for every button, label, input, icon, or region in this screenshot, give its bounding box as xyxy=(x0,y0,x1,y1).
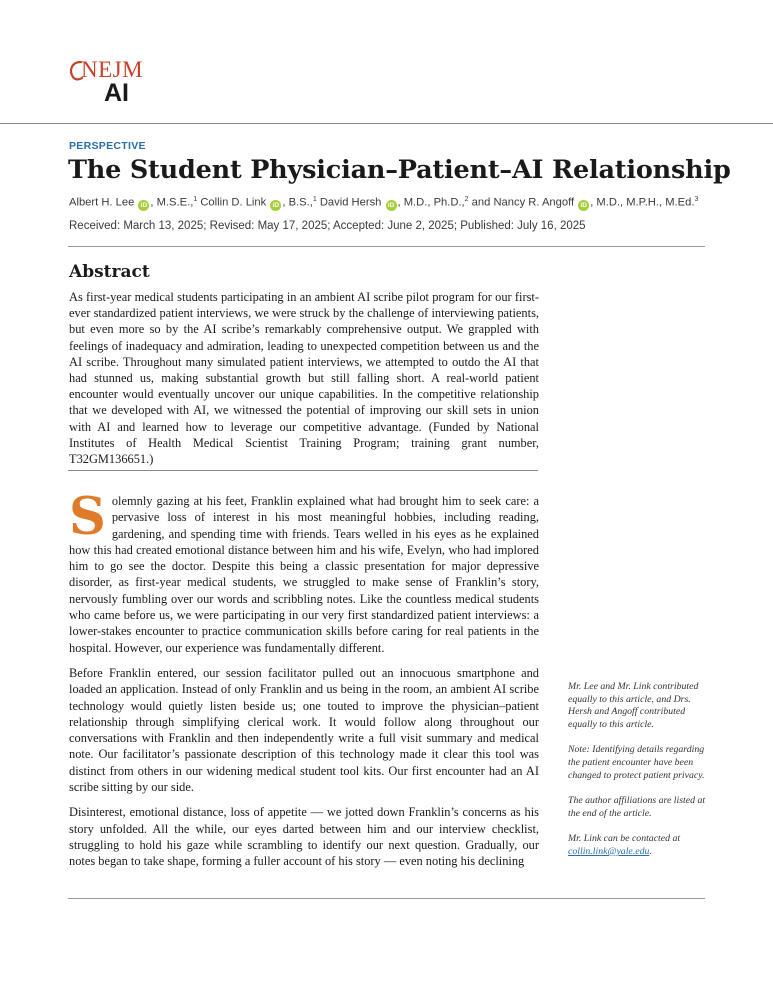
orcid-icon[interactable]: iD xyxy=(578,200,589,211)
abstract-text: As first-year medical students participating in an ambient AI scribe pilot program for our first-ever standardized patient interviews, we were struck by the challenge of interviewing patients, but even more so by the AI scribe’s remarkably comprehensive output. We grappled with feelings of inadequacy and admiration, leading to unexpected competition between us and the AI scribe. Throughout many simulated patient interviews, we attempted to outdo the AI that had stunned us, making substantial growth but still falling short. A real-world patient encounter would eventually uncover our unique capabilities. In the competitive relationship that we developed with AI, we witnessed the potential of improving our skill sets in union with AI and learned how to leverage our competitive advantage. (Funded by National Institutes of Health Medical Scientist Training Program; training grant number, T32GM136651.) xyxy=(69,290,539,467)
journal-logo[interactable] xyxy=(68,58,143,106)
affiliation-note: The author affiliations are listed at the end of the article. xyxy=(568,795,706,819)
author-list xyxy=(69,196,698,211)
orcid-icon[interactable]: iD xyxy=(386,200,397,211)
privacy-note: Note: Identifying details regarding the patient encounter have been changed to protect patient privacy. xyxy=(568,744,705,781)
orcid-icon[interactable]: iD xyxy=(270,200,281,211)
body-paragraph: Before Franklin entered, our session facilitator pulled out an innocuous smartphone and loaded an application. Instead of only Franklin and us being in the room, an ambient AI scribe technology would quietly listen beside us; one touted to improve the physician–patient relationship through simplifying clerical work. It would follow along throughout our conversations with Franklin and then independently write a full visit summary and medical note. Our facilitator’s passionate description of this technology made it clear this tool was distinct from others in our widening medical student tool kits. Our first encounter had an AI scribe sitting by our side. xyxy=(69,665,539,795)
section-label: PERSPECTIVE xyxy=(69,140,146,152)
footer-divider xyxy=(68,898,705,899)
article-title: The Student Physician–Patient–AI Relationship xyxy=(68,155,731,185)
contact-note xyxy=(568,833,708,858)
drop-cap: S xyxy=(69,487,106,547)
contact-prefix: Mr. Link can be contacted at xyxy=(568,833,681,845)
author-affiliation: 1 xyxy=(312,196,317,203)
author-name: Collin D. Link xyxy=(200,196,267,209)
author-name: Albert H. Lee xyxy=(69,196,135,209)
author-affiliation: 3 xyxy=(694,196,699,203)
contact-suffix: . xyxy=(649,845,652,857)
header-bottom-divider xyxy=(68,246,705,247)
author-name: David Hersh xyxy=(319,196,382,209)
contribution-note: Mr. Lee and Mr. Link contributed equally to this article, and Drs. Hersh and Angoff contributed equally to this article. xyxy=(568,681,699,730)
abstract-heading: Abstract xyxy=(69,262,150,282)
author-affiliation: 1 xyxy=(193,196,198,203)
side-notes xyxy=(568,681,708,872)
orcid-icon[interactable]: iD xyxy=(138,200,149,211)
author-degrees: , M.D., Ph.D., xyxy=(397,196,465,209)
logo-ai-text: AI xyxy=(104,79,129,107)
body-paragraph-text: olemnly gazing at his feet, Franklin explained what had brought him to seek care: a pervasive loss of interest in his most meaningful hobbies, including reading, gardening, and spending time with friends. Tears welled in his eyes as he explained how this had created emotional distance between him and his wife, Evelyn, who had implored him to go see the doctor. Despite this being a classic presentation for major depressive disorder, as first-year medical students, we struggled to make sense of Franklin’s story, nervously fumbling over our words and scribbling notes. Like the countless medical students who came before us, we were participating in our very first standardized patient interviews: a lower-stakes encounter to practice communication skills before caring for real patients in the hospital. However, our experience was fundamentally different. xyxy=(69,494,539,655)
publication-dates: Received: March 13, 2025; Revised: May 17, 2025; Accepted: June 2, 2025; Published: July 16, 2025 xyxy=(69,220,586,232)
author-affiliation: 2 xyxy=(464,196,469,203)
author-degrees: , M.S.E., xyxy=(150,196,194,209)
article-body xyxy=(69,487,539,879)
body-paragraph: Disinterest, emotional distance, loss of appetite — we jotted down Franklin’s concerns as his story unfolded. All the while, our eyes darted between him and our interview checklist, struggling to hold his gaze while scrambling to identify our next question. Gradually, our notes began to take shape, forming a fuller account of his story — even noting his declining xyxy=(69,805,539,869)
author-name: and Nancy R. Angoff xyxy=(471,196,575,209)
logo-nejm-text: NEJM xyxy=(81,57,144,82)
header-divider xyxy=(0,123,773,124)
abstract-divider xyxy=(68,470,538,471)
author-degrees: , B.S., xyxy=(282,196,313,209)
contact-email-link[interactable]: collin.link@yale.edu xyxy=(568,845,650,857)
author-degrees: , M.D., M.P.H., M.Ed. xyxy=(590,196,695,209)
body-paragraph xyxy=(69,487,539,656)
